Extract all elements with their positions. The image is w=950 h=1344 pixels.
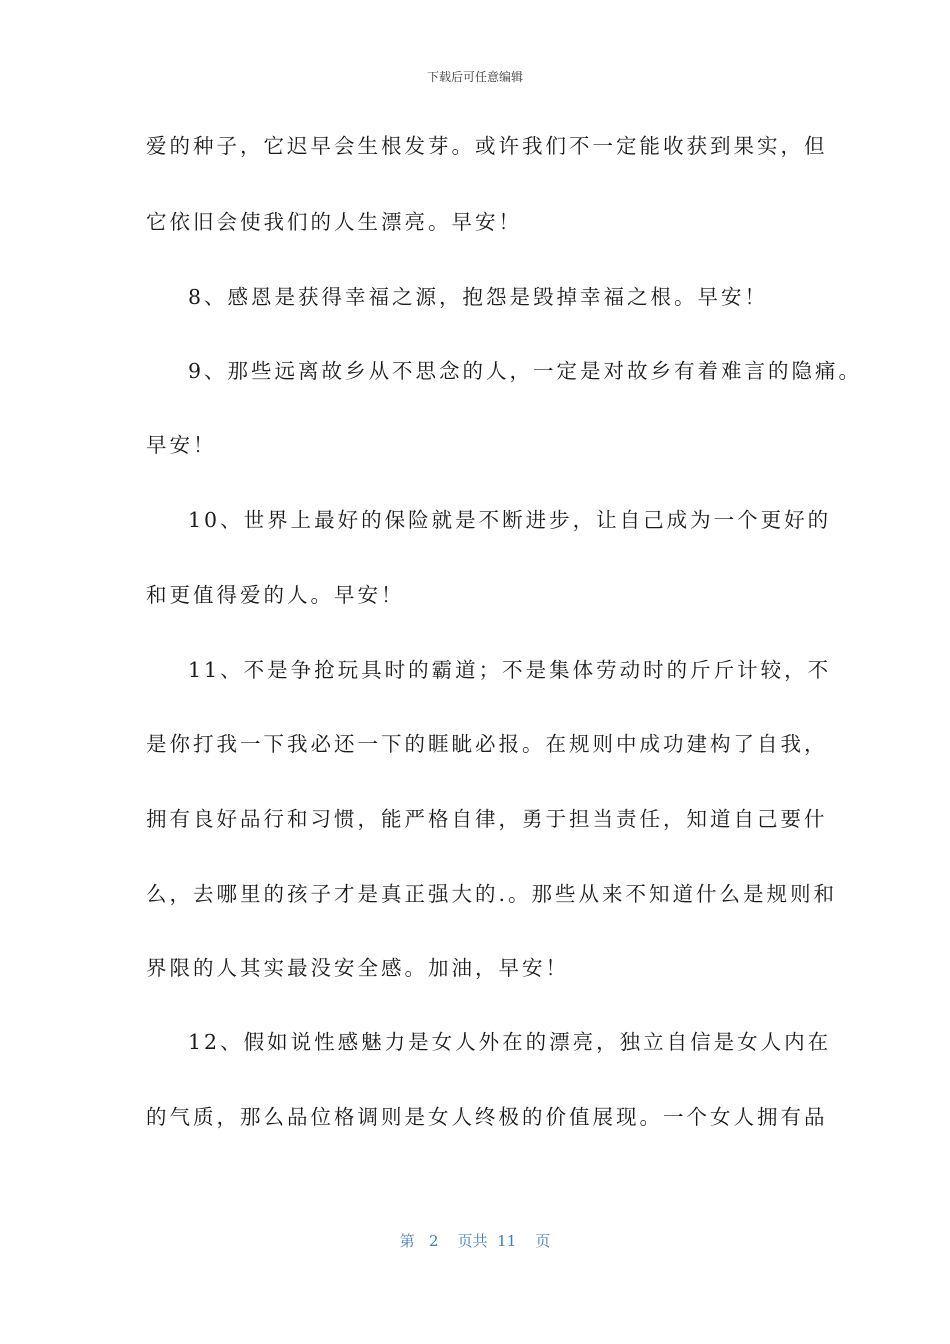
total-page-count: 11 [497, 1232, 517, 1250]
text-line: 9、那些远离故乡从不思念的人，一定是对故乡有着难言的隐痛。 [188, 359, 863, 383]
text-line: 它依旧会使我们的人生漂亮。早安！ [146, 210, 522, 234]
text-line: 拥有良好品行和习惯，能严格自律，勇于担当责任，知道自己要什 [146, 807, 828, 831]
text-line: 10、世界上最好的保险就是不断进步，让自己成为一个更好的 [188, 508, 832, 532]
text-line: 么，去哪里的孩子才是真正强大的.。那些从来不知道什么是规则和 [146, 882, 838, 906]
page-footer [0, 1230, 950, 1251]
current-page-number: 2 [428, 1232, 439, 1250]
text-line: 界限的人其实最没安全感。加油，早安！ [146, 956, 569, 980]
text-line: 和更值得爱的人。早安！ [146, 583, 405, 607]
text-line: 的气质，那么品位格调则是女人终极的价值展现。一个女人拥有品 [146, 1105, 828, 1129]
text-line: 12、假如说性感魅力是女人外在的漂亮，独立自信是女人内在 [188, 1030, 832, 1054]
text-line: 11、不是争抢玩具时的霸道；不是集体劳动时的斤斤计较，不 [188, 658, 832, 682]
text-line: 爱的种子，它迟早会生根发芽。或许我们不一定能收获到果实，但 [146, 134, 828, 158]
text-line: 早安！ [146, 433, 217, 457]
text-line: 是你打我一下我必还一下的睚眦必报。在规则中成功建构了自我， [146, 732, 828, 756]
footer-middle: 页共 [457, 1232, 488, 1250]
footer-suffix: 页 [535, 1232, 551, 1250]
page-header: 下载后可任意编辑 [426, 70, 523, 84]
text-line: 8、感恩是获得幸福之源，抱怨是毁掉幸福之根。早安！ [188, 285, 769, 309]
footer-prefix: 第 [399, 1232, 415, 1250]
